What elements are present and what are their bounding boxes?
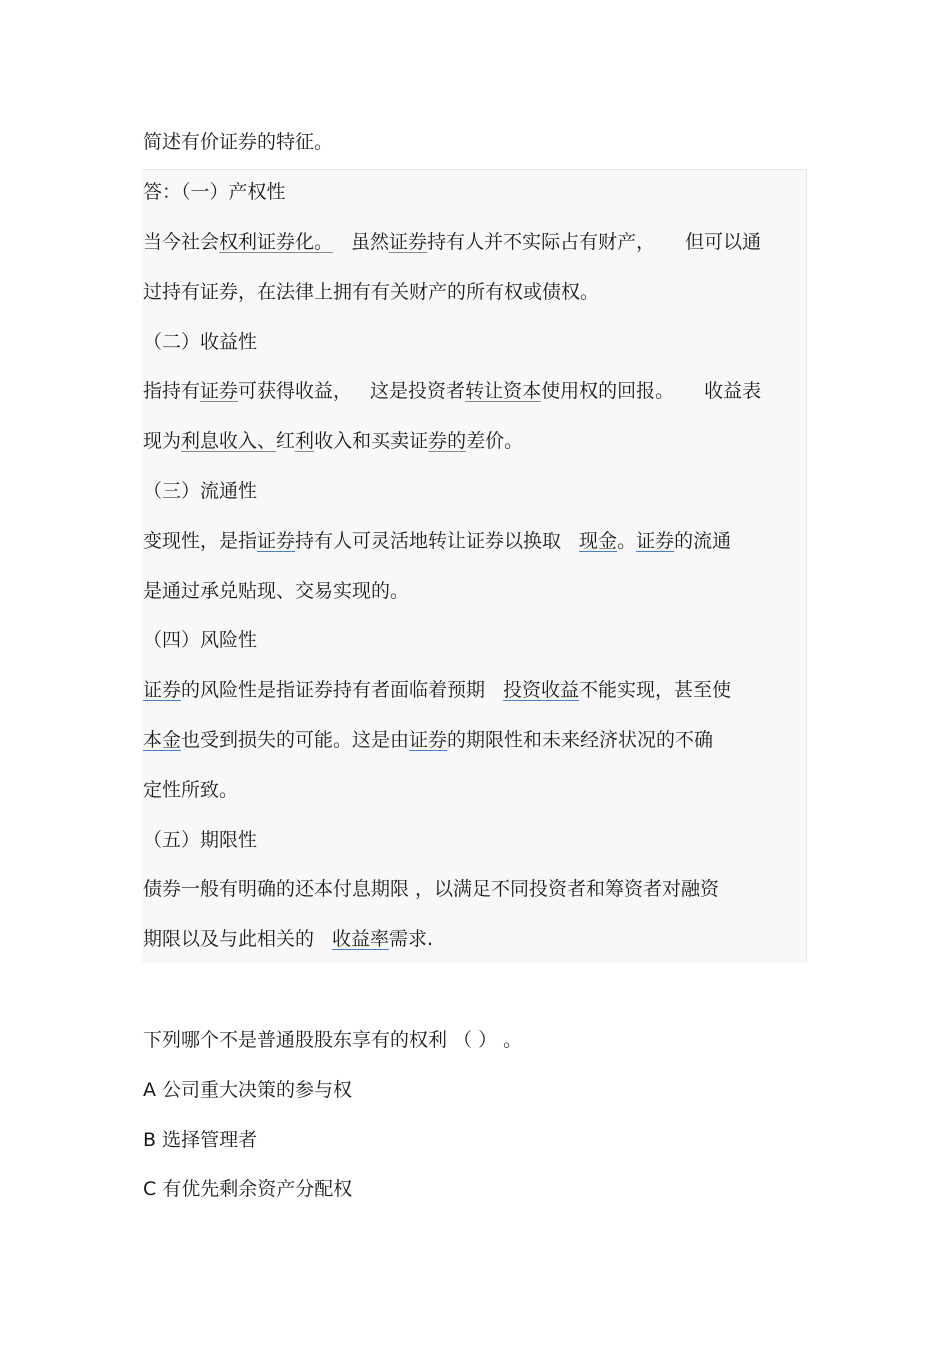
paragraph-line bbox=[143, 926, 433, 952]
text-run: 持有人可灵活地转让证券以换取 bbox=[295, 530, 562, 552]
text-run: 现为 bbox=[143, 430, 182, 452]
text-run: 持有人并不实际占有财产， bbox=[427, 231, 656, 253]
text-run: 可获得收益， bbox=[238, 380, 353, 402]
paragraph-line bbox=[143, 428, 523, 454]
answer-intro: 答：（一）产权性 bbox=[143, 181, 286, 203]
text-run: 使用权的回报。 bbox=[541, 380, 675, 402]
linked-term[interactable]: 证券 bbox=[636, 530, 675, 552]
linked-term[interactable]: 证券 bbox=[389, 231, 428, 253]
section-heading: （四）风险性 bbox=[143, 629, 258, 651]
linked-term[interactable]: 利息收入、 bbox=[181, 430, 277, 452]
paragraph-line bbox=[143, 229, 761, 255]
paragraph-line bbox=[143, 727, 713, 753]
text-run: 变现性，是指 bbox=[143, 530, 258, 552]
paragraph-line: 过持有证券，在法律上拥有有关财产的所有权或债权。 bbox=[143, 281, 600, 303]
question-title: 简述有价证券的特征。 bbox=[143, 131, 334, 153]
linked-term[interactable]: 本金 bbox=[143, 729, 182, 751]
linked-term[interactable]: 券的 bbox=[428, 430, 467, 452]
text-run: 虽然 bbox=[351, 231, 390, 253]
linked-term[interactable]: 现金 bbox=[579, 530, 618, 552]
text-run: 指持有 bbox=[143, 380, 201, 402]
text-run: 差价。 bbox=[466, 430, 524, 452]
text-run: 需求. bbox=[389, 928, 434, 950]
paragraph-line: 债券一般有明确的还本付息期限 ，以满足不同投资者和筹资者对融资 bbox=[143, 878, 720, 900]
section-heading: （三）流通性 bbox=[143, 480, 258, 502]
option-a[interactable]: A 公司重大决策的参与权 bbox=[143, 1079, 353, 1101]
text-run: 也受到损失的可能。这是由 bbox=[181, 729, 410, 751]
paragraph-line: 定性所致。 bbox=[143, 779, 239, 801]
text-run: 但可以通 bbox=[685, 231, 762, 253]
text-run: 的期限性和未来经济状况的不确 bbox=[447, 729, 714, 751]
linked-term[interactable]: 收益率 bbox=[332, 928, 390, 950]
linked-term[interactable]: 证券 bbox=[257, 530, 296, 552]
text-run: 收益表 bbox=[704, 380, 762, 402]
option-b[interactable]: B 选择管理者 bbox=[143, 1129, 258, 1151]
paragraph-line bbox=[143, 677, 731, 703]
linked-term[interactable]: 利 bbox=[295, 430, 315, 452]
text-run: 不能实现，甚至使 bbox=[579, 679, 732, 701]
text-run: 这是投资者 bbox=[370, 380, 466, 402]
section-heading: （二）收益性 bbox=[143, 331, 258, 353]
paragraph-line bbox=[143, 378, 761, 404]
paragraph-line bbox=[143, 528, 731, 554]
linked-term[interactable]: 证券 bbox=[200, 380, 239, 402]
linked-term[interactable]: 证券 bbox=[143, 679, 182, 701]
text-run: 当今社会 bbox=[143, 231, 220, 253]
text-run: 。 bbox=[617, 530, 637, 552]
option-c[interactable]: C 有优先剩余资产分配权 bbox=[143, 1178, 353, 1200]
text-run: 收入和买卖证 bbox=[314, 430, 429, 452]
linked-term[interactable]: 证券 bbox=[409, 729, 448, 751]
linked-term[interactable]: 投资收益 bbox=[503, 679, 580, 701]
question-title: 下列哪个不是普通股股东享有的权利 （ ） 。 bbox=[143, 1029, 523, 1051]
text-run: 期限以及与此相关的 bbox=[143, 928, 315, 950]
paragraph-line: 是通过承兑贴现、交易实现的。 bbox=[143, 580, 410, 602]
linked-term[interactable]: 转让资本 bbox=[465, 380, 542, 402]
text-run: 红 bbox=[276, 430, 296, 452]
text-run: 的风险性是指证券持有者面临着预期 bbox=[181, 679, 486, 701]
section-heading: （五）期限性 bbox=[143, 829, 258, 851]
text-run: 的流通 bbox=[674, 530, 732, 552]
linked-term[interactable]: 权利证券化。 bbox=[219, 231, 334, 253]
